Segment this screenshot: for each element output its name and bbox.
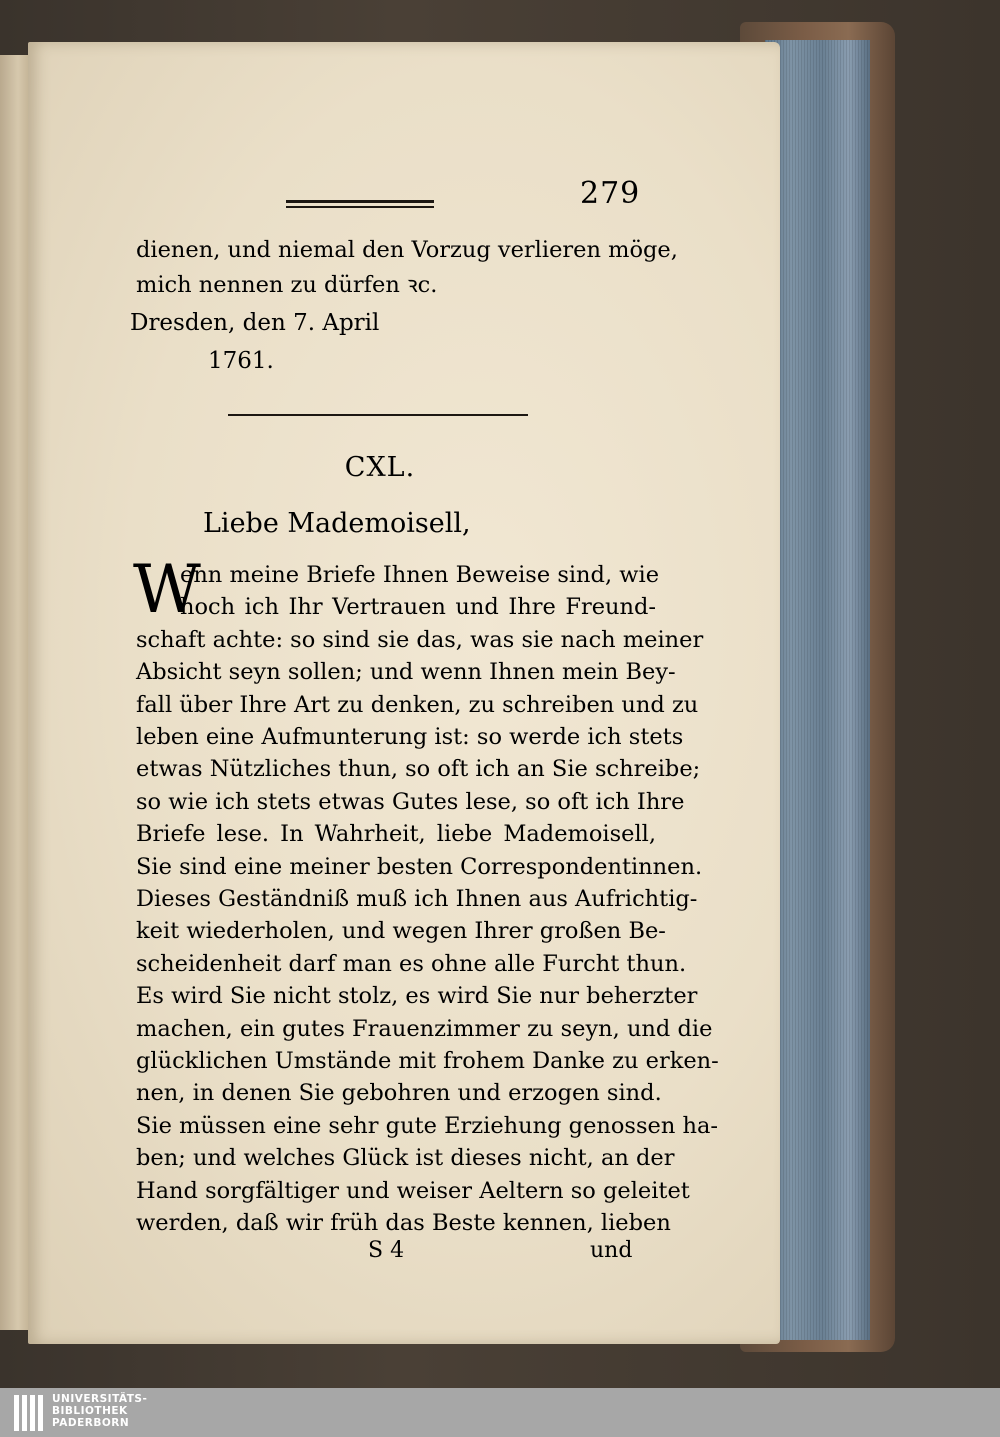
body-line: machen, ein gutes Frauenzimmer zu seyn, und die bbox=[136, 1015, 713, 1042]
library-name bbox=[52, 1393, 147, 1429]
body-line: leben eine Aufmunterung ist: so werde ich stets bbox=[136, 724, 684, 750]
dateline-place: Dresden, den 7. April bbox=[130, 310, 380, 336]
book-page bbox=[28, 42, 780, 1344]
header-rule bbox=[286, 200, 434, 208]
closing-line: dienen, und niemal den Vorzug verlieren möge, bbox=[136, 237, 678, 263]
dateline-year: 1761. bbox=[208, 348, 274, 374]
body-line: schaft achte: so sind sie das, was sie nach meiner bbox=[136, 626, 704, 653]
closing-line: mich nennen zu dürfen ꝛc. bbox=[136, 272, 438, 298]
body-line: glücklichen Umstände mit frohem Danke zu erken- bbox=[136, 1048, 719, 1074]
body-line: Hand sorgfältiger und weiser Aeltern so geleitet bbox=[136, 1177, 690, 1204]
body-line: etwas Nützliches thun, so oft ich an Sie schreibe; bbox=[136, 756, 701, 783]
section-rule bbox=[228, 414, 528, 416]
body-line: scheidenheit darf man es ohne alle Furcht thun. bbox=[136, 950, 687, 977]
body-line: nen, in denen Sie gebohren und erzogen sind. bbox=[136, 1080, 662, 1107]
page-block-edges bbox=[765, 40, 870, 1340]
body-line: Sie sind eine meiner besten Correspondentinnen. bbox=[136, 853, 703, 880]
library-name-line: UNIVERSITÄTS- bbox=[52, 1393, 148, 1405]
body-line: so wie ich stets etwas Gutes lese, so oft ich Ihre bbox=[136, 788, 685, 815]
body-line: keit wiederholen, und wegen Ihrer großen Be- bbox=[136, 918, 666, 945]
signature-mark: S 4 bbox=[368, 1238, 405, 1263]
body-line: Sie müssen eine sehr gute Erziehung genossen ha- bbox=[136, 1112, 718, 1139]
body-line: werden, daß wir früh das Beste kennen, lieben bbox=[136, 1210, 671, 1236]
drop-cap: W bbox=[133, 551, 201, 628]
body-line: Dieses Geständniß muß ich Ihnen aus Aufrichtig- bbox=[136, 886, 698, 912]
body-line: hoch ich Ihr Vertrauen und Ihre Freund- bbox=[180, 594, 656, 621]
chapter-heading: CXL. bbox=[344, 452, 416, 483]
catchword: und bbox=[590, 1238, 633, 1263]
library-logo-icon bbox=[14, 1395, 44, 1431]
library-name-line: BIBLIOTHEK bbox=[52, 1405, 128, 1417]
library-name-line: PADERBORN bbox=[52, 1417, 130, 1429]
body-line: ben; und welches Glück ist dieses nicht, an der bbox=[136, 1145, 675, 1172]
library-footer bbox=[0, 1388, 1000, 1437]
salutation: Liebe Mademoisell, bbox=[203, 508, 471, 539]
body-line: enn meine Briefe Ihnen Beweise sind, wie bbox=[180, 562, 660, 588]
facing-page-edge bbox=[0, 55, 31, 1330]
page-number: 279 bbox=[580, 176, 641, 211]
body-line: Es wird Sie nicht stolz, es wird Sie nur beherzter bbox=[136, 983, 698, 1010]
body-line: Absicht seyn sollen; und wenn Ihnen mein Bey- bbox=[136, 659, 676, 686]
body-line: Briefe lese. In Wahrheit, liebe Mademoisell, bbox=[136, 821, 656, 848]
body-line: fall über Ihre Art zu denken, zu schreiben und zu bbox=[136, 691, 699, 718]
